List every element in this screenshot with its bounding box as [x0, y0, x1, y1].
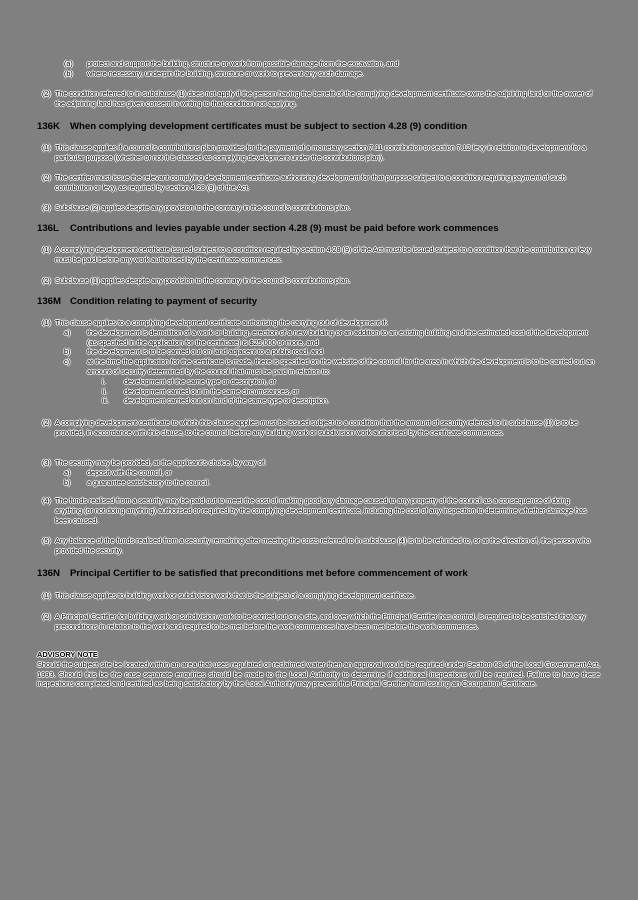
para-text: A Principal Certifier for building work or subdivision work to be carried out on a site, and over which the Principal Certifier has control, is required to be satisfied that any preconditions in relation to the work and required to be met before the work commences have been met before the work commences.: [55, 612, 586, 631]
top-fragment-items: [42, 59, 597, 79]
para-text: This clause applies to building work or subdivision work that is the subject of a complying development certificate.: [55, 591, 416, 600]
subitem-text: development of the same type or description, or: [124, 376, 276, 386]
section-136l-para-2: [42, 276, 597, 286]
section-title: Contributions and levies payable under section 4.28 (9) must be paid before work commences: [70, 223, 499, 234]
para-text: The security may be provided, at the applicant’s choice, by way of:: [55, 458, 267, 467]
para-text: Any balance of the funds realised from a security remaining after meeting the costs referred to in subclause (4) is to be refunded to, or at the direction of, the person who provided the security.: [55, 536, 591, 555]
section-title: Condition relating to payment of security: [70, 296, 258, 307]
para-number: (4): [42, 496, 51, 505]
para-text: A complying development certificate to which this clause applies must be issued subject to a condition that the amount of security referred to in subclause (1) is to be provided, in accordance with this clause, to the council before any building work or subdivision work authorised by the certificate commences.: [55, 418, 578, 437]
para-text: The funds realised from a security may be paid out to meet the cost of making good any damage caused to any property of the council as a consequence of doing anything (or not doing anything) authorised or required by the complying development certificate, including the cost of any inspection to determine whether damage has been caused.: [55, 496, 587, 525]
para-number: (5): [42, 536, 51, 545]
item-number: a): [64, 467, 71, 477]
subitem-number: ii.: [102, 386, 108, 396]
section-heading-136k: [37, 121, 467, 133]
subitem-number: iii.: [102, 396, 109, 406]
section-136l-para-1: [42, 245, 597, 265]
list-item: [42, 69, 597, 79]
subitem-number: i.: [102, 376, 106, 386]
section-136m-para-5: [42, 536, 597, 556]
para-number: (1): [42, 245, 51, 254]
section-heading-136m: [37, 296, 257, 308]
para-number: (1): [42, 591, 51, 600]
para-number: (2): [42, 276, 51, 285]
subitem-text: development carried out in the same circumstances, or: [124, 386, 299, 396]
list-item: [42, 357, 597, 377]
section-136m-para-4: [42, 496, 597, 525]
item-number: (a): [64, 59, 73, 68]
list-item: [42, 328, 597, 348]
section-136k-para-1: [42, 143, 597, 163]
list-item: [42, 468, 597, 478]
para-number: (2): [42, 173, 51, 182]
section-136m-para-1: [42, 318, 597, 406]
para-text: A complying development certificate issued subject to a condition required by section 4.28 (9) of the Act must be issued subject to a condition that the contribution or levy must be paid before any work authorised by the certificate commences.: [55, 245, 592, 264]
list-subitem: [42, 396, 597, 406]
item-number: c): [64, 357, 70, 367]
para-number: (2): [42, 418, 51, 427]
section-number: 136K: [37, 121, 60, 132]
para-number: (2): [42, 612, 51, 621]
item-number: b): [64, 477, 71, 487]
section-title: Principal Certifier to be satisfied that preconditions met before commencement of work: [70, 568, 468, 579]
para-text: The certifier must issue the relevant complying development certificate authorising development for that purpose subject to a condition requiring payment of such contribution or levy, as required by section 4.28 (9) of the Act.: [55, 173, 566, 192]
list-subitem: [42, 377, 597, 387]
advisory-text: Should the subject site be located within an area that uses regulated or reclaimed water then an approval would be required under Section 68 of the Local Government Act, 1993. Should this be the case separate enquiries should be made to the Local Authority to determine if additional inspections will be required. Failure to have these inspections completed and certified as being satisfactory by the Local Authority may prevent the Principal Certifier from issuing an Occupation Certificate.: [37, 659, 600, 689]
section-number: 136L: [37, 223, 59, 234]
section-136k-para-3: [42, 203, 597, 213]
list-subitem: [42, 387, 597, 397]
item-text: at the time the application for the certificate is made, there is specified on the website of the council for the area in which the development is to be carried out an amount of security determined by the council that must be paid in relation to:: [87, 357, 595, 376]
advisory-note: [37, 650, 600, 689]
para-text: This clause applies if a council’s contributions plan provides for the payment of a monetary section 7.11 contribution or section 7.12 levy in relation to development for a particular purpose (whether or not it is classed as complying development under the contributions plan).: [55, 143, 586, 162]
section-136m-para-2: [42, 418, 597, 438]
para-text: The condition referred to in subclause (1) does not apply if the person having the benefit of the complying development certificate owns the adjoining land or the owner of the adjoining land has given consent in writing to that condition not applying.: [55, 89, 593, 108]
para-number: (1): [42, 318, 51, 327]
item-text: protect and support the building, structure or work from possible damage from the excavation, and: [87, 59, 399, 68]
list-item: [42, 478, 597, 488]
subitem-text: development carried out on land of the same type or description.: [124, 396, 329, 406]
item-number: (b): [64, 68, 73, 78]
top-fragment-para-2: [42, 89, 597, 109]
section-heading-136n: [37, 568, 468, 580]
item-text: the development is to be carried out on land adjacent to a public road, and: [87, 347, 323, 357]
para-text: Subclause (2) applies despite any provision to the contrary in the council’s contributions plan.: [55, 203, 351, 212]
section-136n-para-1: [42, 591, 597, 601]
section-136m-para-3: [42, 458, 597, 487]
section-title: When complying development certificates must be subject to section 4.28 (9) condition: [70, 121, 468, 132]
advisory-title: ADVISORY NOTE: [37, 650, 98, 659]
para-number: (3): [42, 458, 51, 467]
item-text: a guarantee satisfactory to the council.: [87, 477, 210, 487]
section-heading-136l: [37, 223, 499, 235]
item-number: b): [64, 347, 71, 357]
item-text: where necessary, underpin the building, structure or work to prevent any such damage.: [87, 68, 364, 78]
section-number: 136M: [37, 296, 61, 307]
para-number: (2): [42, 89, 51, 98]
section-number: 136N: [37, 568, 60, 579]
list-item: [42, 59, 597, 69]
para-number: (3): [42, 203, 51, 212]
para-number: (1): [42, 143, 51, 152]
item-text: deposit with the council, or: [87, 467, 172, 477]
section-136n-para-2: [42, 612, 597, 632]
list-item: [42, 347, 597, 357]
item-text: the development is demolition of a work or building, erection of a new building or an addition to an existing building and the estimated cost of the development (as specified in the application for the certificate) is $25,000 or more, and: [87, 327, 588, 347]
para-text: This clause applies to a complying development certificate authorising the carrying out of development if:: [55, 318, 388, 327]
item-number: a): [64, 327, 71, 337]
para-text: Subclause (1) applies despite any provision to the contrary in the council’s contributions plan.: [55, 276, 351, 285]
section-136k-para-2: [42, 173, 597, 193]
